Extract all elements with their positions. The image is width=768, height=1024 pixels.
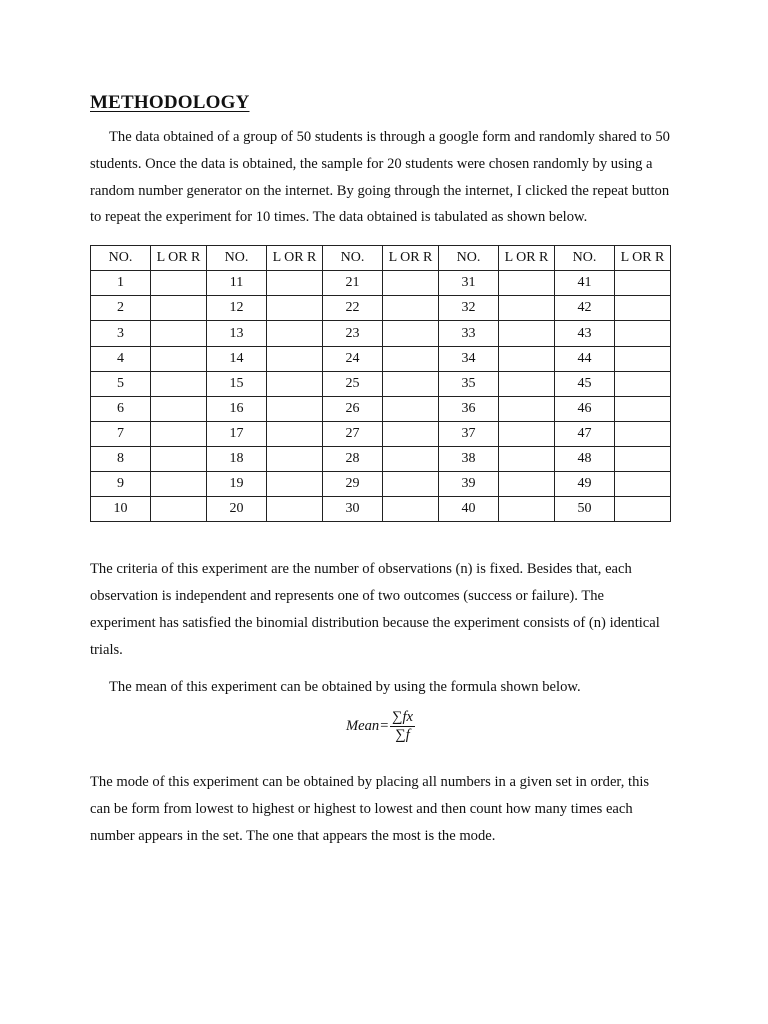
cell-number: 44 — [555, 346, 615, 371]
table-header-row — [91, 246, 671, 271]
cell-number: 50 — [555, 497, 615, 522]
cell-number: 11 — [207, 271, 267, 296]
cell-number: 5 — [91, 371, 151, 396]
cell-l-or-r — [383, 472, 439, 497]
cell-number: 20 — [207, 497, 267, 522]
cell-number: 19 — [207, 472, 267, 497]
cell-number: 3 — [91, 321, 151, 346]
cell-number: 9 — [91, 472, 151, 497]
cell-l-or-r — [151, 271, 207, 296]
mean-paragraph: The mean of this experiment can be obtained by using the formula shown below. — [109, 679, 581, 696]
cell-l-or-r — [615, 346, 671, 371]
cell-l-or-r — [267, 346, 323, 371]
cell-number: 32 — [439, 296, 499, 321]
cell-l-or-r — [499, 446, 555, 471]
table-row — [91, 497, 671, 522]
cell-l-or-r — [151, 321, 207, 346]
cell-number: 38 — [439, 446, 499, 471]
cell-l-or-r — [615, 371, 671, 396]
cell-number: 45 — [555, 371, 615, 396]
cell-l-or-r — [499, 396, 555, 421]
cell-number: 33 — [439, 321, 499, 346]
cell-number: 17 — [207, 421, 267, 446]
cell-l-or-r — [383, 371, 439, 396]
cell-number: 49 — [555, 472, 615, 497]
cell-number: 6 — [91, 396, 151, 421]
cell-l-or-r — [383, 446, 439, 471]
cell-number: 29 — [323, 472, 383, 497]
formula-numerator: ∑fx — [392, 709, 414, 726]
cell-number: 39 — [439, 472, 499, 497]
cell-l-or-r — [151, 472, 207, 497]
cell-l-or-r — [383, 396, 439, 421]
cell-l-or-r — [151, 371, 207, 396]
cell-l-or-r — [615, 472, 671, 497]
cell-number: 37 — [439, 421, 499, 446]
cell-l-or-r — [267, 396, 323, 421]
cell-l-or-r — [615, 497, 671, 522]
cell-l-or-r — [151, 446, 207, 471]
formula-fraction — [390, 709, 415, 744]
cell-number: 7 — [91, 421, 151, 446]
cell-number: 14 — [207, 346, 267, 371]
cell-l-or-r — [267, 321, 323, 346]
header-lr-2: L OR R — [267, 246, 323, 271]
data-table — [90, 245, 671, 522]
cell-number: 13 — [207, 321, 267, 346]
cell-number: 22 — [323, 296, 383, 321]
cell-l-or-r — [615, 446, 671, 471]
cell-number: 27 — [323, 421, 383, 446]
cell-l-or-r — [151, 421, 207, 446]
cell-l-or-r — [267, 497, 323, 522]
cell-number: 41 — [555, 271, 615, 296]
header-lr-3: L OR R — [383, 246, 439, 271]
header-lr-5: L OR R — [615, 246, 671, 271]
header-no-2: NO. — [207, 246, 267, 271]
header-lr-1: L OR R — [151, 246, 207, 271]
cell-l-or-r — [267, 472, 323, 497]
cell-l-or-r — [499, 421, 555, 446]
document-page — [90, 92, 672, 850]
cell-number: 21 — [323, 271, 383, 296]
cell-number: 24 — [323, 346, 383, 371]
cell-l-or-r — [383, 421, 439, 446]
header-no-4: NO. — [439, 246, 499, 271]
cell-l-or-r — [383, 497, 439, 522]
cell-number: 1 — [91, 271, 151, 296]
section-heading: METHODOLOGY — [90, 92, 250, 113]
cell-number: 36 — [439, 396, 499, 421]
header-lr-4: L OR R — [499, 246, 555, 271]
cell-l-or-r — [383, 296, 439, 321]
cell-l-or-r — [267, 271, 323, 296]
cell-l-or-r — [615, 421, 671, 446]
cell-l-or-r — [615, 321, 671, 346]
cell-number: 48 — [555, 446, 615, 471]
table-row — [91, 371, 671, 396]
cell-number: 35 — [439, 371, 499, 396]
cell-l-or-r — [267, 421, 323, 446]
cell-number: 15 — [207, 371, 267, 396]
table-row — [91, 271, 671, 296]
cell-number: 42 — [555, 296, 615, 321]
cell-l-or-r — [383, 271, 439, 296]
cell-number: 16 — [207, 396, 267, 421]
cell-l-or-r — [267, 446, 323, 471]
table-row — [91, 446, 671, 471]
table-row — [91, 296, 671, 321]
mean-formula — [346, 709, 415, 744]
cell-number: 18 — [207, 446, 267, 471]
cell-number: 28 — [323, 446, 383, 471]
cell-number: 43 — [555, 321, 615, 346]
cell-number: 34 — [439, 346, 499, 371]
cell-number: 31 — [439, 271, 499, 296]
criteria-paragraph: The criteria of this experiment are the number of observations (n) is fixed. Besides that, each observation is independent and represents one of two outcomes (success or failure). The experiment has satisfied the binomial distribution because the experiment consists of (n) identical trials. — [90, 561, 660, 658]
cell-l-or-r — [499, 271, 555, 296]
cell-number: 25 — [323, 371, 383, 396]
mean-formula-block — [90, 709, 672, 757]
cell-l-or-r — [151, 396, 207, 421]
cell-l-or-r — [615, 271, 671, 296]
table-row — [91, 346, 671, 371]
formula-denominator: ∑f — [395, 727, 410, 744]
cell-number: 40 — [439, 497, 499, 522]
cell-l-or-r — [615, 396, 671, 421]
cell-number: 10 — [91, 497, 151, 522]
cell-number: 12 — [207, 296, 267, 321]
cell-l-or-r — [615, 296, 671, 321]
cell-number: 30 — [323, 497, 383, 522]
mode-paragraph: The mode of this experiment can be obtained by placing all numbers in a given set in order, this can be form from lowest to highest or highest to lowest and then count how many times each number appears in the set. The one that appears the most is the mode. — [90, 774, 650, 844]
table-row — [91, 396, 671, 421]
table-row — [91, 321, 671, 346]
cell-number: 4 — [91, 346, 151, 371]
header-no-5: NO. — [555, 246, 615, 271]
intro-paragraph: The data obtained of a group of 50 students is through a google form and randomly shared to 50 students. Once the data is obtained, the sample for 20 students were chosen randomly by using a random number generator on the internet. By going through the internet, I clicked the repeat button to repeat the experiment for 10 times. The data obtained is tabulated as shown below. — [90, 129, 670, 226]
cell-l-or-r — [499, 296, 555, 321]
cell-l-or-r — [267, 371, 323, 396]
cell-l-or-r — [383, 321, 439, 346]
cell-number: 47 — [555, 421, 615, 446]
table-row — [91, 421, 671, 446]
header-no-1: NO. — [91, 246, 151, 271]
cell-number: 8 — [91, 446, 151, 471]
cell-l-or-r — [383, 346, 439, 371]
cell-l-or-r — [267, 296, 323, 321]
formula-lhs: Mean= — [346, 718, 390, 735]
header-no-3: NO. — [323, 246, 383, 271]
cell-l-or-r — [499, 321, 555, 346]
cell-l-or-r — [499, 472, 555, 497]
cell-l-or-r — [151, 497, 207, 522]
cell-l-or-r — [499, 371, 555, 396]
cell-l-or-r — [499, 346, 555, 371]
table-body — [91, 271, 671, 522]
cell-number: 46 — [555, 396, 615, 421]
cell-number: 23 — [323, 321, 383, 346]
cell-l-or-r — [499, 497, 555, 522]
cell-number: 2 — [91, 296, 151, 321]
cell-l-or-r — [151, 346, 207, 371]
cell-l-or-r — [151, 296, 207, 321]
table-row — [91, 472, 671, 497]
cell-number: 26 — [323, 396, 383, 421]
